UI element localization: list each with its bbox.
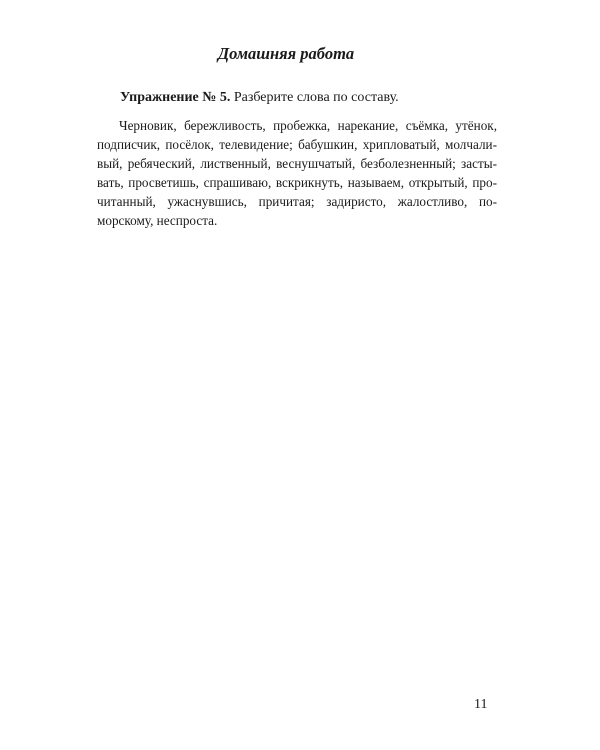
exercise-text [97,116,497,230]
page-number: 11 [474,697,488,712]
exercise-instruction: Разберите слова по составу. [233,90,399,105]
text-line: подписчик, посёлок, телевидение; бабушкин, хрипловатый, молчали- [97,137,497,152]
text-line: морскому, неспроста. [97,213,218,228]
page-title: Домашняя работа [217,44,355,63]
exercise-heading [120,90,399,106]
text-line: вый, ребяческий, лиственный, веснушчатый, безболезненный; засты- [97,156,497,171]
exercise-label: Упражнение № 5. [120,90,231,105]
text-line: вать, просветишь, спрашиваю, вскрикнуть, называем, открытый, про- [97,175,497,190]
text-line: Черновик, бережливость, пробежка, нарекание, съёмка, утёнок, [119,118,497,133]
text-line: читанный, ужаснувшись, причитая; задиристо, жалостливо, по- [97,194,497,209]
